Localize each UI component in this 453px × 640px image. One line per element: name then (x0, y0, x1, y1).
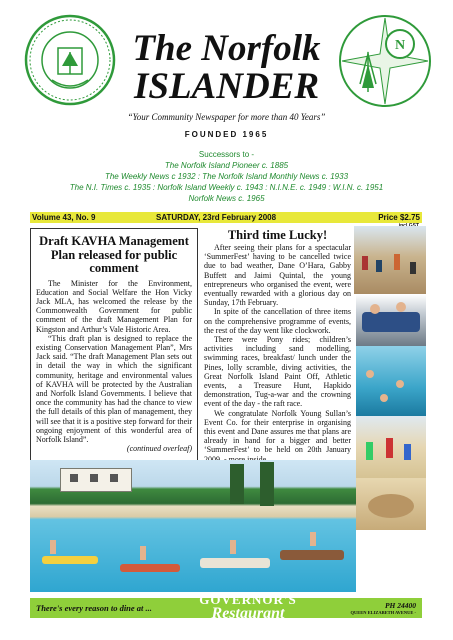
beach-crowd-photo (354, 226, 426, 294)
masthead-title (0, 30, 453, 106)
masthead-tagline: “Your Community Newspaper for more than 40 Years” (127, 112, 326, 122)
kavha-paragraph-2: “This draft plan is designed to replace the existing Conservation Management Plan”, Mrs Jack said. “The draft Management Plan sets out in detail the way in which the significant community, heritage and environmental values of KAVHA will be protected by the Australian and Norfolk Island Governments. I believe that once the community has had the chance to view the full details of this plan of management, they will see that it is a positive step forward for their ongoing enjoyment of this wonderful area of Norfolk Island”. (36, 333, 192, 444)
issue-date: SATURDAY, 23rd February 2008 (156, 213, 277, 222)
beach-kids-photo (356, 416, 426, 478)
sand-sculpture-photo (356, 478, 426, 530)
brand-line-1: GOVERNOR'S (199, 592, 297, 607)
kavha-article-box (30, 228, 198, 462)
successor-line-1: The Norfolk Island Pioneer c. 1885 (164, 161, 289, 170)
founded-line: FOUNDED 1965 (184, 130, 269, 139)
people-near-car-photo (356, 294, 426, 346)
ad-phone: PH 24400 (384, 601, 416, 610)
brand-line-2: Restaurant (211, 605, 285, 622)
title-line-2: ISLANDER (133, 66, 320, 107)
successor-line-4: Norfolk News c. 1965 (188, 194, 265, 203)
kavha-paragraph-1: The Minister for the Environment, Education and Social Welfare the Hon Vicky Jack MLA, has welcomed the release by the Commonwealth Government for public comment of the draft Management Plan for Kingston and Arthur’s Vale Historic Area. (36, 278, 192, 334)
summerfest-paragraph-3: There were Pony rides; children’s activities including sand modelling, swimming races, breakfast/ lunch under the Pines, lolly scramble, diving activities, the Great Norfolk Island Paint Off, Athletic events, a Treasure Hunt, Hapkido demonstration, Tug-a-war and the crowning event of the day - the raft race. (204, 335, 351, 409)
summerfest-article (204, 228, 351, 464)
summerfest-paragraph-1: After seeing their plans for a spectacular ‘SummerFest’ having to be cancelled twice due to bad weather, Dane O’Hara, Gabby Buffett and Jaimi Quintal, the young entrepreneurs who organised the event, were eventually rewarded with a glorious day on Sunday, 17th February. (204, 243, 351, 308)
restaurant-ad-bar (30, 592, 422, 622)
summerfest-paragraph-2: In spite of the cancellation of three items on the comprehensive programme of events, the rest of the day went like clockwork. (204, 307, 351, 335)
title-line-1: The Norfolk (132, 28, 321, 69)
successors-heading: Successors to - (198, 150, 255, 159)
summerfest-paragraph-4: We congratulate Norfolk Young Sullan’s Event Co. for their enterprise in organising this event and Dane assures me that plans are already in hand for a bigger and better ‘SummerFest’ to be held on 20th January (204, 408, 351, 455)
ad-address: QUEEN ELIZABETH AVENUE - (350, 610, 416, 615)
issue-volume: Volume 43, No. 9 (32, 213, 96, 222)
lagoon-swimmers-photo (356, 346, 426, 416)
raft-race-photo (30, 460, 356, 592)
kavha-continued: (continued overleaf) (126, 444, 192, 454)
issue-price: Price $2.75 (378, 213, 420, 222)
ad-tagline: There's every reason to dine at ... (36, 603, 152, 613)
seal-letter: N (394, 38, 406, 53)
summerfest-headline: Third time Lucky! (227, 228, 328, 242)
successor-line-2: The Weekly News c 1932 : The Norfolk Island Monthly News c. 1933 (104, 172, 349, 181)
kavha-headline: Draft KAVHA Management Plan released for public comment (39, 234, 189, 275)
restaurant-logo (198, 594, 298, 621)
issue-bar (30, 212, 422, 223)
successor-line-3: The N.I. Times c. 1935 : Norfolk Island Weekly c. 1943 : N.I.N.E. c. 1949 : W.I.N. c. 1951 (69, 183, 384, 192)
